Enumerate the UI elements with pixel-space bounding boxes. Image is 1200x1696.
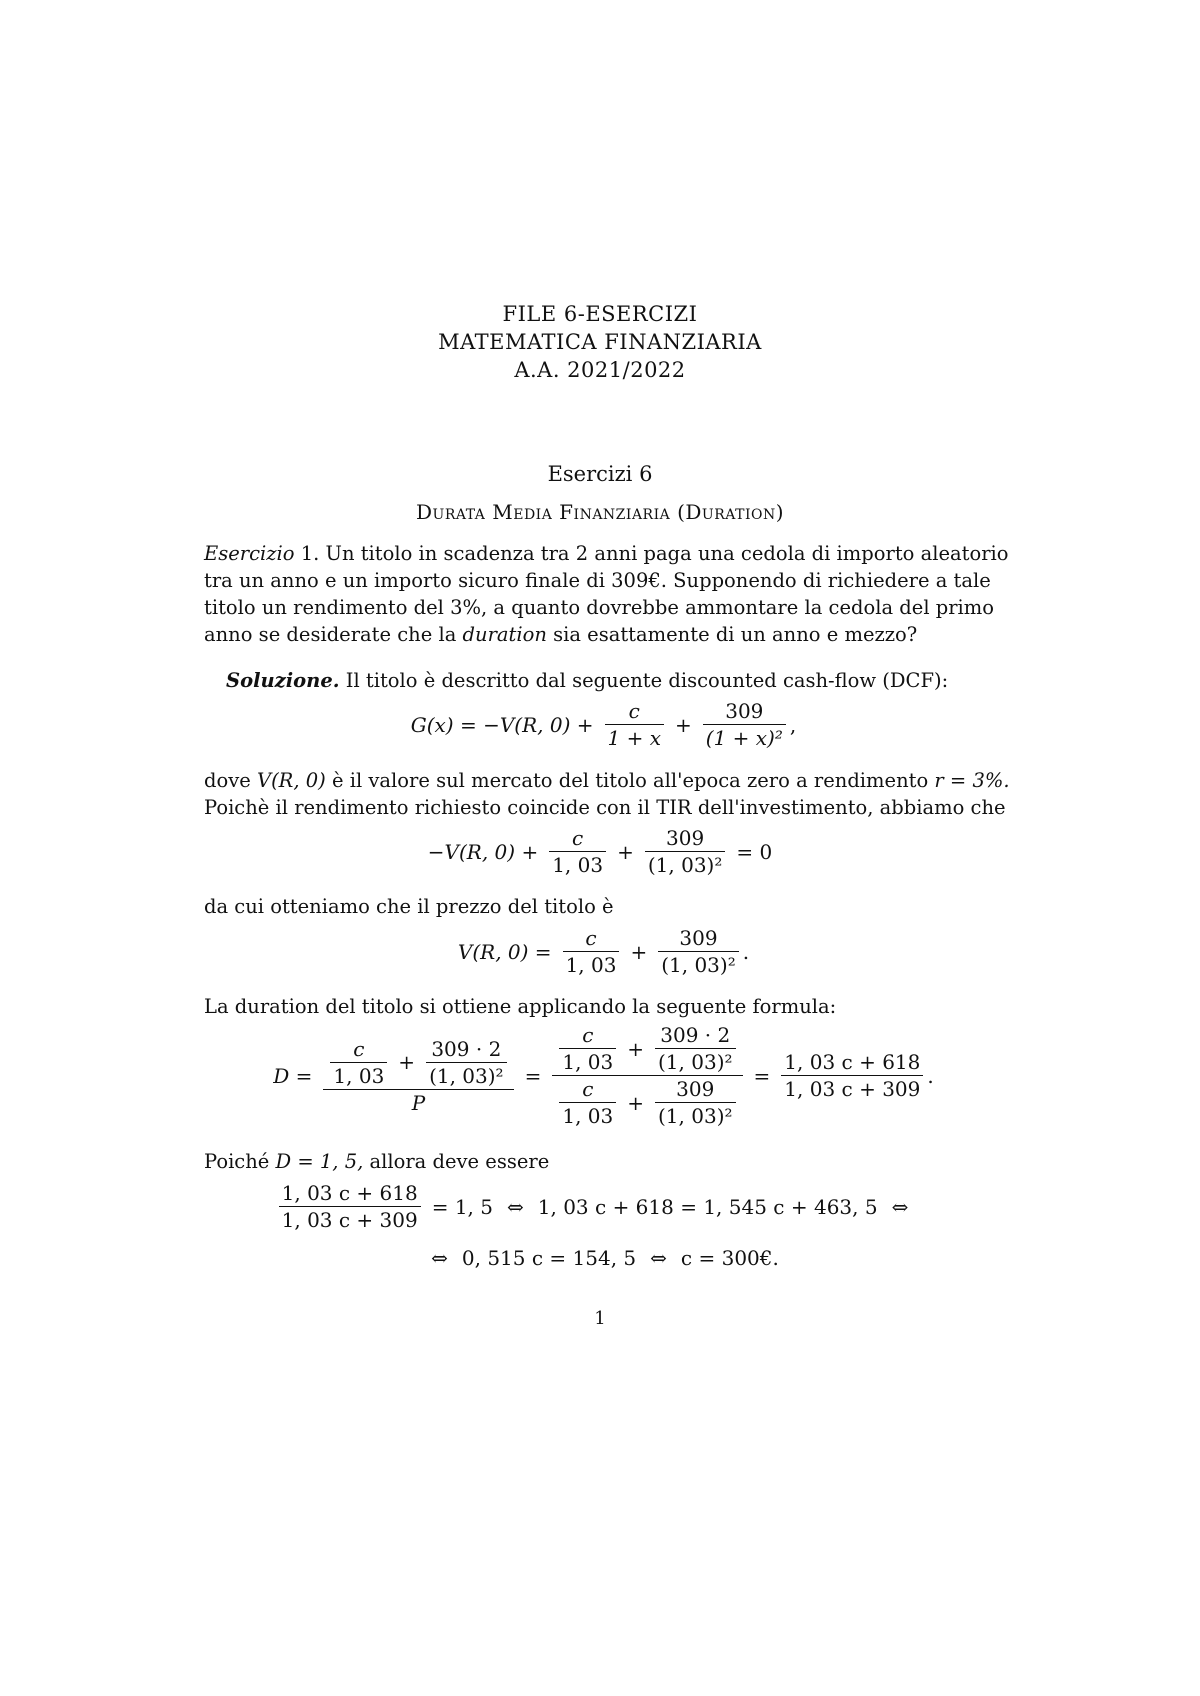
section-title: Esercizi 6: [547, 462, 653, 486]
eq5-fraction: [279, 1180, 421, 1233]
frac-den: (1, 03)²: [647, 853, 723, 877]
exercise-label: Esercizio: [204, 542, 295, 565]
solution-intro: [204, 667, 1010, 694]
frac-num: 1, 03 c + 618: [784, 1050, 921, 1074]
frac-num: [552, 1022, 742, 1075]
frac-den: (1, 03)²: [658, 1050, 733, 1074]
eq2-fraction-final: [645, 825, 726, 878]
eq4-lhs: D =: [273, 1063, 313, 1088]
exercise-body-a: Un titolo in scadenza tra 2 anni paga una cedola di importo aleatorio tra un anno e un importo sicuro finale di 309€. Supponendo di richiedere a tale titolo un rendimento del 3%, a quanto dovrebbe ammontare la cedola del primo anno se desiderate che la: [204, 542, 1009, 646]
frac-num: 309: [679, 926, 718, 950]
exercise-body-b: sia esattamente di un anno e mezzo?: [553, 623, 918, 646]
inner-frac: [426, 1036, 507, 1089]
frac-den: [552, 1076, 742, 1129]
header-course: MATEMATICA FINANZIARIA: [438, 330, 762, 354]
equation-tir: [0, 825, 1200, 878]
frac-den: 1, 03: [333, 1063, 385, 1088]
section-subtitle: Durata Media Finanziaria (Duration): [415, 500, 785, 524]
equation-price: [0, 925, 1200, 978]
dove-text: dove: [204, 769, 251, 792]
v-r0-symbol: V(R, 0): [256, 769, 326, 792]
frac-num: 309 · 2: [431, 1036, 502, 1061]
plus-sign: +: [630, 939, 648, 964]
exercise-number: 1.: [300, 542, 320, 565]
inner-frac: [559, 1076, 616, 1129]
paragraph-poiche: [204, 1148, 1010, 1175]
frac-num: 309: [666, 826, 705, 850]
eq4-fraction-over-p: [323, 1036, 513, 1116]
equation-solve-1: [0, 1180, 1200, 1233]
period: .: [742, 939, 750, 964]
eq1-fraction-final: [703, 698, 786, 751]
plus-sign: +: [675, 712, 692, 737]
paragraph-da-cui: da cui otteniamo che il prezzo del titolo è: [204, 895, 614, 918]
plus-sign: +: [398, 1050, 416, 1074]
frac-num: c: [572, 826, 584, 850]
exercise-duration-word: duration: [462, 623, 547, 646]
eq3-fraction-coupon: [563, 925, 620, 978]
eq2-lhs: −V(R, 0) +: [427, 839, 539, 864]
poiche-text: Poiché: [204, 1150, 270, 1173]
eq4-fraction-final: [781, 1049, 923, 1102]
page-number: 1: [594, 1308, 606, 1329]
eq3-lhs: V(R, 0) =: [457, 939, 552, 964]
inner-frac: [559, 1022, 616, 1075]
eq3-fraction-final: [658, 925, 739, 978]
frac-num: 309: [725, 699, 764, 723]
equals-sign: =: [524, 1063, 542, 1088]
frac-num: c: [582, 1023, 594, 1047]
eq5-rhs-a: = 1, 5: [431, 1194, 493, 1219]
comma: ,: [789, 712, 797, 737]
frac-num: c: [628, 699, 640, 723]
frac-den: (1, 03)²: [661, 953, 736, 977]
frac-den: 1 + x: [607, 726, 661, 750]
inner-frac: [655, 1076, 736, 1129]
eq6-b: c = 300€.: [680, 1246, 779, 1270]
plus-sign: +: [627, 1036, 644, 1061]
frac-den: P: [411, 1090, 426, 1115]
eq1-lhs: G(x) = −V(R, 0) +: [410, 712, 594, 737]
frac-den: 1, 03 c + 309: [784, 1077, 921, 1101]
d-equals: D = 1, 5,: [275, 1150, 364, 1173]
frac-den: 1, 03 c + 309: [281, 1208, 418, 1232]
equals-sign: =: [753, 1063, 771, 1088]
header-file: FILE 6-ESERCIZI: [502, 302, 698, 326]
eq2-rhs: = 0: [736, 839, 773, 864]
eq2-fraction-coupon: [549, 825, 606, 878]
frac-den: (1, 03)²: [429, 1063, 504, 1088]
period: .: [927, 1063, 934, 1088]
frac-num: 1, 03 c + 618: [281, 1181, 418, 1205]
dove-text-b: è il valore sul mercato del titolo all'epoca zero a rendimento: [331, 769, 929, 792]
frac-den: 1, 03: [565, 953, 617, 977]
iff-symbol: ⇔: [507, 1194, 524, 1219]
header-year: A.A. 2021/2022: [514, 358, 686, 382]
frac-num: c: [585, 926, 597, 950]
eq1-fraction-coupon: [605, 698, 664, 751]
inner-frac: [330, 1036, 387, 1089]
paragraph-dove: [204, 767, 1010, 821]
frac-den: (1, 03)²: [658, 1104, 733, 1128]
frac-num: 309: [676, 1077, 715, 1101]
plus-sign: +: [617, 839, 634, 864]
frac-den: (1 + x)²: [705, 726, 783, 750]
frac-num: c: [353, 1036, 365, 1061]
rate-symbol: r = 3%.: [934, 769, 1010, 792]
plus-sign: +: [627, 1090, 644, 1115]
iff-symbol: ⇔: [891, 1194, 909, 1219]
paragraph-la-duration: La duration del titolo si ottiene applicando la seguente formula:: [204, 995, 837, 1018]
frac-den: 1, 03: [562, 1050, 614, 1074]
solution-intro-text: Il titolo è descritto dal seguente discounted cash-flow (DCF):: [345, 669, 949, 692]
dove-text-c: Poichè il rendimento richiesto coincide con il TIR dell'investimento, abbiamo che: [204, 796, 1006, 819]
equation-solve-2: [0, 1246, 1200, 1270]
solution-label: Soluzione.: [226, 669, 340, 692]
exercise-text: [204, 540, 1010, 648]
eq4-fraction-expanded: [552, 1022, 742, 1129]
frac-num: [323, 1036, 513, 1089]
frac-den: 1, 03: [552, 853, 604, 877]
frac-num: 309 · 2: [660, 1023, 731, 1047]
inner-frac: [655, 1022, 736, 1075]
equation-dcf: [0, 698, 1200, 751]
equation-duration: [0, 1022, 1200, 1129]
iff-symbol: ⇔: [431, 1246, 448, 1270]
eq6-a: 0, 515 c = 154, 5: [461, 1246, 637, 1270]
poiche-text-b: allora deve essere: [369, 1150, 550, 1173]
iff-symbol: ⇔: [650, 1246, 667, 1270]
eq5-rhs-b: 1, 03 c + 618 = 1, 545 c + 463, 5: [537, 1194, 878, 1219]
frac-num: c: [582, 1077, 594, 1101]
frac-den: 1, 03: [562, 1104, 614, 1128]
